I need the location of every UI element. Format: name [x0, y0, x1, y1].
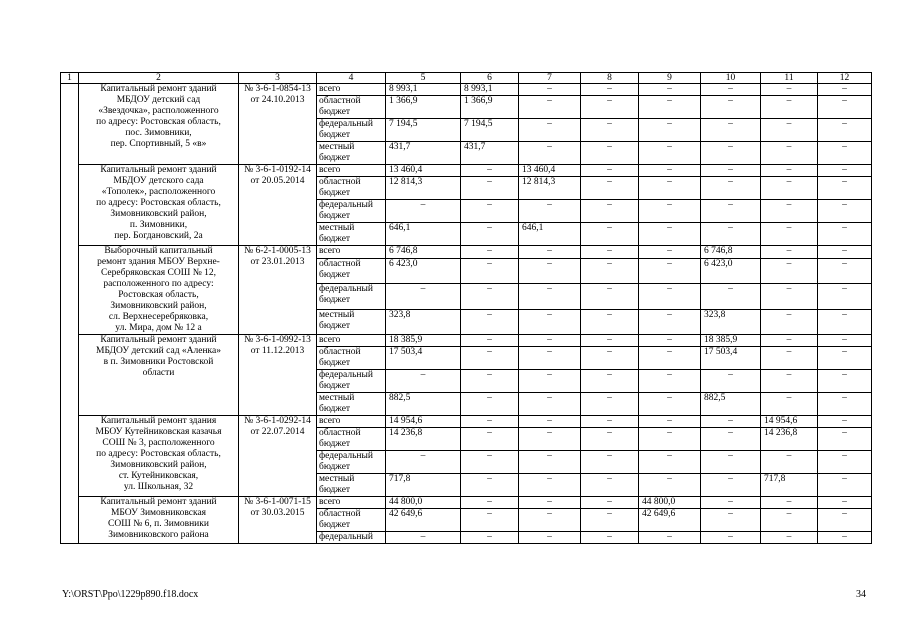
amount-cell: – [461, 416, 519, 428]
amount-cell: – [818, 142, 872, 165]
object-name: Капитальный ремонт зданий МБДОУ детский сад «Звездочка», расположенного по адресу: Ростовская область, пос. Зимовники, пер. Спортивный, 5 «в» [79, 84, 239, 165]
amount-cell: – [461, 347, 519, 370]
amount-cell: – [818, 119, 872, 142]
amount-cell: – [761, 119, 818, 142]
amount-cell: – [519, 509, 581, 532]
amount-cell: – [701, 84, 761, 96]
amount-cell: – [639, 177, 701, 200]
object-name: Капитальный ремонт здания МБОУ Кутейниковская казачья СОШ № 3, расположенного по адресу: Ростовская область, Зимовниковский район, ст. Кутейниковская, ул. Школьная, 32 [79, 416, 239, 497]
amount-cell: – [386, 284, 461, 309]
column-header: 7 [519, 73, 581, 84]
amount-cell: – [761, 370, 818, 393]
amount-cell: 13 460,4 [386, 165, 461, 177]
funding-source: областной бюджет [317, 347, 386, 370]
table-row [61, 165, 872, 177]
amount-cell: – [639, 223, 701, 246]
amount-cell: – [761, 347, 818, 370]
amount-cell: 14 954,6 [386, 416, 461, 428]
amount-cell: – [581, 246, 639, 259]
funding-source: всего [317, 416, 386, 428]
amount-cell: 6 746,8 [386, 246, 461, 259]
funding-source: всего [317, 246, 386, 259]
document-path: Y:\ORST\Ppo\1229p890.f18.docx [62, 589, 199, 600]
page-number: 34 [856, 589, 866, 600]
funding-source: местный бюджет [317, 309, 386, 334]
funding-source: федеральный бюджет [317, 200, 386, 223]
amount-cell: – [519, 259, 581, 284]
amount-cell: – [818, 165, 872, 177]
funding-source: местный бюджет [317, 142, 386, 165]
amount-cell: – [818, 370, 872, 393]
amount-cell: – [519, 347, 581, 370]
amount-cell: – [701, 428, 761, 451]
funding-source: федеральный бюджет [317, 451, 386, 474]
amount-cell: – [519, 451, 581, 474]
amount-cell: – [581, 223, 639, 246]
funding-source: федеральный бюджет [317, 370, 386, 393]
object-name: Капитальный ремонт зданий МБДОУ детского сада «Тополек», расположенного по адресу: Ростовская область, Зимовниковский район, п. Зимовники, пер. Богдановский, 2а [79, 165, 239, 246]
amount-cell: – [761, 284, 818, 309]
funding-source: всего [317, 335, 386, 347]
amount-cell: – [461, 532, 519, 544]
amount-cell: 323,8 [386, 309, 461, 334]
column-header: 11 [761, 73, 818, 84]
amount-cell: – [818, 451, 872, 474]
amount-cell: – [639, 142, 701, 165]
amount-cell: – [581, 177, 639, 200]
amount-cell: – [519, 119, 581, 142]
amount-cell: – [519, 246, 581, 259]
amount-cell: – [701, 451, 761, 474]
amount-cell: – [701, 284, 761, 309]
amount-cell: – [461, 370, 519, 393]
column-header: 9 [639, 73, 701, 84]
amount-cell: – [639, 451, 701, 474]
amount-cell: – [461, 335, 519, 347]
amount-cell: – [761, 142, 818, 165]
amount-cell: – [639, 532, 701, 544]
amount-cell: – [639, 335, 701, 347]
amount-cell: 18 385,9 [701, 335, 761, 347]
amount-cell: – [701, 200, 761, 223]
amount-cell: – [581, 532, 639, 544]
amount-cell: 717,8 [761, 474, 818, 497]
funding-source: всего [317, 84, 386, 96]
funding-source: федеральный [317, 532, 386, 544]
amount-cell: 14 236,8 [761, 428, 818, 451]
amount-cell: – [701, 177, 761, 200]
amount-cell: – [461, 474, 519, 497]
amount-cell: – [519, 416, 581, 428]
amount-cell: – [461, 509, 519, 532]
amount-cell: – [761, 84, 818, 96]
amount-cell: 717,8 [386, 474, 461, 497]
amount-cell: – [519, 309, 581, 334]
amount-cell: – [461, 451, 519, 474]
amount-cell: – [461, 309, 519, 334]
amount-cell: 6 423,0 [701, 259, 761, 284]
amount-cell: – [581, 416, 639, 428]
amount-cell: – [818, 393, 872, 416]
funding-source: областной бюджет [317, 96, 386, 119]
object-name: Капитальный ремонт зданий МБДОУ детский сад «Аленка» в п. Зимовники Ростовской области [79, 335, 239, 416]
amount-cell: – [461, 259, 519, 284]
budget-table [60, 72, 872, 544]
amount-cell: 14 236,8 [386, 428, 461, 451]
amount-cell: – [761, 509, 818, 532]
amount-cell: – [818, 284, 872, 309]
amount-cell: 17 503,4 [701, 347, 761, 370]
amount-cell: 42 649,6 [386, 509, 461, 532]
amount-cell: – [639, 284, 701, 309]
amount-cell: – [818, 509, 872, 532]
amount-cell: – [519, 370, 581, 393]
column-header: 6 [461, 73, 519, 84]
amount-cell: – [461, 177, 519, 200]
amount-cell: – [701, 223, 761, 246]
amount-cell: 8 993,1 [386, 84, 461, 96]
amount-cell: – [581, 497, 639, 509]
amount-cell: – [818, 96, 872, 119]
amount-cell: – [701, 497, 761, 509]
object-name: Выборочный капитальный ремонт здания МБОУ Верхне- Серебряковская СОШ № 12, расположенного по адресу: Ростовская область, Зимовниковский район, сл. Верхнесеребряковка, ул. Мира, дом № 12 а [79, 246, 239, 335]
amount-cell: – [701, 532, 761, 544]
amount-cell: – [639, 84, 701, 96]
amount-cell: – [519, 393, 581, 416]
amount-cell: – [818, 177, 872, 200]
document-number: № 6-2-1-0005-13 от 23.01.2013 [239, 246, 317, 335]
amount-cell: – [761, 393, 818, 416]
amount-cell: – [461, 200, 519, 223]
amount-cell: – [461, 284, 519, 309]
amount-cell: – [761, 497, 818, 509]
amount-cell: – [701, 474, 761, 497]
amount-cell: – [761, 532, 818, 544]
amount-cell: – [761, 309, 818, 334]
amount-cell: – [761, 200, 818, 223]
amount-cell: – [581, 370, 639, 393]
table-row [61, 416, 872, 428]
amount-cell: – [519, 497, 581, 509]
object-name: Капитальный ремонт зданий МБОУ Зимовниковская СОШ № 6, п. Зимовники Зимовниковского района [79, 497, 239, 544]
document-number: № 3-6-1-0854-13 от 24.10.2013 [239, 84, 317, 165]
funding-source: местный бюджет [317, 474, 386, 497]
table-row [61, 246, 872, 259]
amount-cell: – [581, 474, 639, 497]
column-header: 3 [239, 73, 317, 84]
amount-cell: – [581, 428, 639, 451]
amount-cell: – [761, 165, 818, 177]
amount-cell: – [818, 335, 872, 347]
amount-cell: 7 194,5 [386, 119, 461, 142]
document-number: № 3-6-1-0192-14 от 20.05.2014 [239, 165, 317, 246]
amount-cell: – [701, 509, 761, 532]
amount-cell: – [461, 246, 519, 259]
column-header: 5 [386, 73, 461, 84]
amount-cell: – [818, 309, 872, 334]
amount-cell: – [519, 428, 581, 451]
amount-cell: – [818, 428, 872, 451]
amount-cell: – [581, 509, 639, 532]
amount-cell: – [386, 370, 461, 393]
amount-cell: – [461, 165, 519, 177]
amount-cell: – [639, 370, 701, 393]
amount-cell: 882,5 [701, 393, 761, 416]
amount-cell: – [761, 335, 818, 347]
amount-cell: – [581, 309, 639, 334]
column-header: 4 [317, 73, 386, 84]
amount-cell: 44 800,0 [386, 497, 461, 509]
amount-cell: – [701, 416, 761, 428]
amount-cell: – [701, 96, 761, 119]
amount-cell: – [761, 223, 818, 246]
amount-cell: – [581, 165, 639, 177]
document-number: № 3-6-1-0292-14 от 22.07.2014 [239, 416, 317, 497]
amount-cell: – [581, 84, 639, 96]
amount-cell: 12 814,3 [386, 177, 461, 200]
amount-cell: – [761, 246, 818, 259]
amount-cell: – [818, 223, 872, 246]
amount-cell: – [701, 119, 761, 142]
amount-cell: – [519, 142, 581, 165]
amount-cell: – [639, 246, 701, 259]
amount-cell: – [701, 165, 761, 177]
row-number-cell [61, 84, 79, 544]
document-number: № 3-6-1-0071-15 от 30.03.2015 [239, 497, 317, 544]
amount-cell: – [818, 416, 872, 428]
amount-cell: – [818, 474, 872, 497]
amount-cell: – [639, 96, 701, 119]
amount-cell: – [639, 347, 701, 370]
table-row [61, 335, 872, 347]
amount-cell: – [461, 497, 519, 509]
amount-cell: 646,1 [519, 223, 581, 246]
amount-cell: – [818, 200, 872, 223]
amount-cell: 17 503,4 [386, 347, 461, 370]
amount-cell: 431,7 [386, 142, 461, 165]
amount-cell: 323,8 [701, 309, 761, 334]
amount-cell: – [386, 451, 461, 474]
amount-cell: 1 366,9 [386, 96, 461, 119]
amount-cell: 14 954,6 [761, 416, 818, 428]
amount-cell: – [581, 451, 639, 474]
amount-cell: – [581, 96, 639, 119]
header-row [61, 73, 872, 84]
amount-cell: – [761, 451, 818, 474]
amount-cell: – [519, 532, 581, 544]
funding-source: федеральный бюджет [317, 119, 386, 142]
amount-cell: – [818, 246, 872, 259]
amount-cell: – [581, 335, 639, 347]
amount-cell: 6 746,8 [701, 246, 761, 259]
amount-cell: – [818, 84, 872, 96]
table-row [61, 497, 872, 509]
amount-cell: 6 423,0 [386, 259, 461, 284]
amount-cell: – [519, 200, 581, 223]
amount-cell: – [639, 165, 701, 177]
amount-cell: – [761, 259, 818, 284]
amount-cell: – [639, 428, 701, 451]
amount-cell: – [386, 200, 461, 223]
amount-cell: 431,7 [461, 142, 519, 165]
amount-cell: – [818, 497, 872, 509]
amount-cell: – [581, 393, 639, 416]
amount-cell: – [818, 259, 872, 284]
amount-cell: – [818, 347, 872, 370]
funding-source: местный бюджет [317, 393, 386, 416]
amount-cell: – [761, 177, 818, 200]
column-header: 10 [701, 73, 761, 84]
column-header: 12 [818, 73, 872, 84]
amount-cell: 882,5 [386, 393, 461, 416]
amount-cell: – [581, 347, 639, 370]
amount-cell: – [519, 96, 581, 119]
funding-source: областной бюджет [317, 428, 386, 451]
amount-cell: – [639, 259, 701, 284]
table-row [61, 84, 872, 96]
funding-source: всего [317, 165, 386, 177]
amount-cell: 8 993,1 [461, 84, 519, 96]
funding-source: федеральный бюджет [317, 284, 386, 309]
amount-cell: – [639, 393, 701, 416]
amount-cell: 646,1 [386, 223, 461, 246]
amount-cell: – [639, 200, 701, 223]
amount-cell: – [461, 428, 519, 451]
funding-source: всего [317, 497, 386, 509]
amount-cell: – [461, 393, 519, 416]
amount-cell: 7 194,5 [461, 119, 519, 142]
amount-cell: – [639, 119, 701, 142]
amount-cell: – [701, 142, 761, 165]
amount-cell: – [639, 474, 701, 497]
amount-cell: 1 366,9 [461, 96, 519, 119]
amount-cell: – [761, 96, 818, 119]
amount-cell: – [581, 284, 639, 309]
amount-cell: – [581, 142, 639, 165]
amount-cell: – [818, 532, 872, 544]
amount-cell: 44 800,0 [639, 497, 701, 509]
amount-cell: – [581, 259, 639, 284]
funding-source: областной бюджет [317, 509, 386, 532]
column-header: 2 [79, 73, 239, 84]
amount-cell: – [581, 200, 639, 223]
amount-cell: – [519, 284, 581, 309]
amount-cell: – [639, 416, 701, 428]
amount-cell: 18 385,9 [386, 335, 461, 347]
funding-source: областной бюджет [317, 259, 386, 284]
amount-cell: 12 814,3 [519, 177, 581, 200]
column-header: 1 [61, 73, 79, 84]
amount-cell: 13 460,4 [519, 165, 581, 177]
funding-source: областной бюджет [317, 177, 386, 200]
document-number: № 3-6-1-0992-13 от 11.12.2013 [239, 335, 317, 416]
amount-cell: – [581, 119, 639, 142]
amount-cell: – [519, 335, 581, 347]
amount-cell: – [519, 84, 581, 96]
amount-cell: 42 649,6 [639, 509, 701, 532]
amount-cell: – [461, 223, 519, 246]
amount-cell: – [386, 532, 461, 544]
column-header: 8 [581, 73, 639, 84]
funding-source: местный бюджет [317, 223, 386, 246]
amount-cell: – [701, 370, 761, 393]
amount-cell: – [519, 474, 581, 497]
amount-cell: – [639, 309, 701, 334]
